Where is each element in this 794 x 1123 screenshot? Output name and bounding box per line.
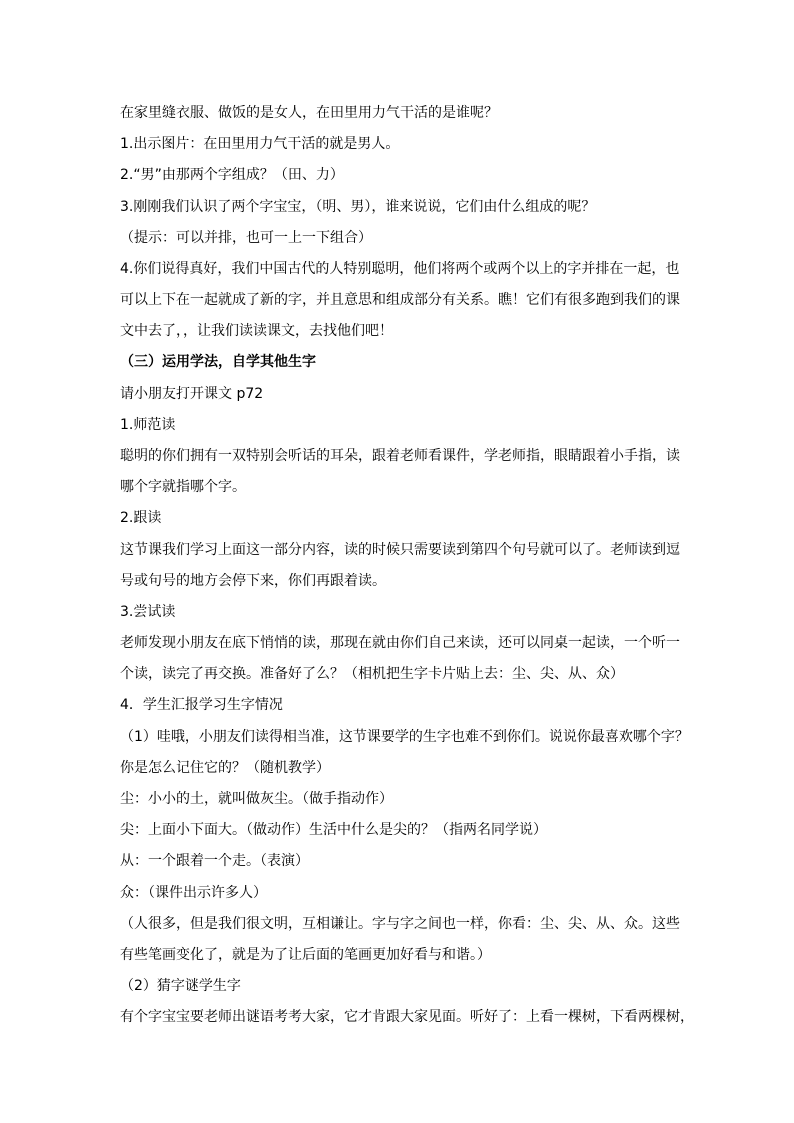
paragraph-line: 你是怎么记住它的？（随机教学） <box>120 760 330 776</box>
paragraph-line: （提示：可以并排，也可一上一下组合） <box>120 230 372 246</box>
step-heading: 3.尝试读 <box>120 604 176 620</box>
paragraph-line: 哪个字就指哪个字。 <box>120 479 246 495</box>
paragraph-line: 众：（课件出示许多人） <box>120 885 267 901</box>
paragraph-line: 4.你们说得真好，我们中国古代的人特别聪明，他们将两个或两个以上的字并排在一起，也 <box>120 261 680 277</box>
paragraph-line: 尖：上面小下面大。（做动作）生活中什么是尖的？（指两名同学说） <box>120 822 547 838</box>
paragraph-line: （人很多，但是我们很文明，互相谦让。字与字之间也一样，你看：尘、尖、从、众。这些 <box>120 916 680 932</box>
paragraph-line: 聪明的你们拥有一双特别会听话的耳朵，跟着老师看课件，学老师指，眼睛跟着小手指，读 <box>120 448 680 464</box>
paragraph-line: 这节课我们学习上面这一部分内容，读的时候只需要读到第四个句号就可以了。老师读到逗 <box>120 542 680 558</box>
paragraph-line: 老师发现小朋友在底下悄悄的读，那现在就由你们自己来读，还可以同桌一起读，一个听一 <box>120 635 680 651</box>
step-heading: 2.跟读 <box>120 510 162 526</box>
section-heading: （三）运用学法，自学其他生字 <box>120 354 316 370</box>
paragraph-line: 尘：小小的土，就叫做灰尘。（做手指动作） <box>120 791 393 807</box>
paragraph-line: 请小朋友打开课文 p72 <box>120 386 264 402</box>
paragraph-line: （1）哇哦，小朋友们读得相当准，这节课要学的生字也难不到你们。说说你最喜欢哪个字？ <box>120 729 689 745</box>
step-heading: 4．学生汇报学习生字情况 <box>120 697 283 713</box>
paragraph-line: 3.刚刚我们认识了两个字宝宝，（明、男），谁来说说，它们由什么组成的呢？ <box>120 199 596 215</box>
paragraph-line: 可以上下在一起就成了新的字，并且意思和组成部分有关系。瞧！它们有很多跑到我们的课 <box>120 292 680 308</box>
paragraph-line: 个读，读完了再交换。准备好了么？（相机把生字卡片贴上去：尘、尖、从、众） <box>120 666 624 682</box>
paragraph-line: 号或句号的地方会停下来，你们再跟着读。 <box>120 573 386 589</box>
paragraph-line: 有些笔画变化了，就是为了让后面的笔画更加好看与和谐。） <box>120 947 491 963</box>
paragraph-line: 1.出示图片：在田里用力气干活的就是男人。 <box>120 136 400 152</box>
step-heading: （2）猜字谜学生字 <box>120 978 241 994</box>
paragraph-line: 在家里缝衣服、做饭的是女人，在田里用力气干活的是谁呢？ <box>120 105 498 121</box>
paragraph-line: 从：一个跟着一个走。（表演） <box>120 853 309 869</box>
paragraph-line: 2.“男”由那两个字组成？（田、力） <box>120 167 344 183</box>
paragraph-line: 有个字宝宝要老师出谜语考考大家，它才肯跟大家见面。听好了：上看一棵树，下看两棵树， <box>120 1009 694 1025</box>
step-heading: 1.师范读 <box>120 417 176 433</box>
paragraph-line: 文中去了，，让我们读读课文，去找他们吧！ <box>120 323 393 339</box>
